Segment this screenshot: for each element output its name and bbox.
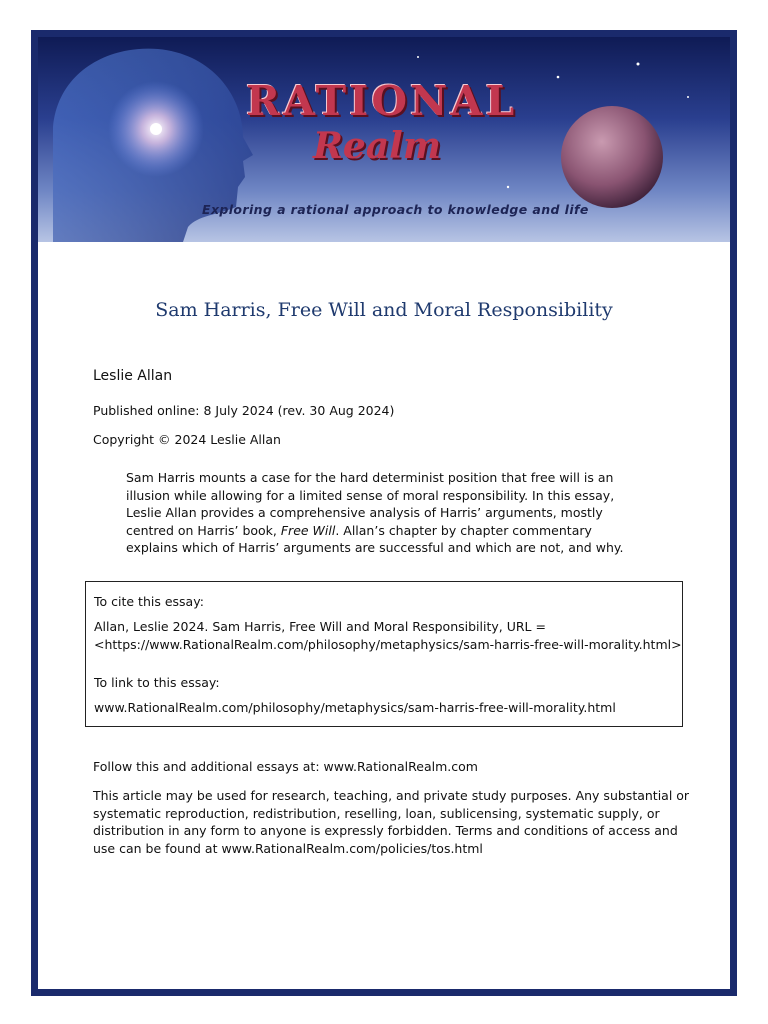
citation-url: <https://www.RationalRealm.com/philosophy/metaphysics/sam-harris-free-will-morality.html> [94,637,682,652]
essay-link[interactable]: www.RationalRealm.com/philosophy/metaphysics/sam-harris-free-will-morality.html [94,700,616,715]
abstract-text-start: Sam Harris mounts a case for the hard determinist position that free will is an illusion while allowing for a limited sense of moral responsibility. In this essay, Leslie Allan provides a comprehensive analysis of Harris’ arguments, mostly centred on Harris’ book, [126,470,615,538]
follow-text: Follow this and additional essays at: www.RationalRealm.com [93,759,478,774]
document-title: Sam Harris, Free Will and Moral Responsibility [155,299,613,321]
citation-text: Allan, Leslie 2024. Sam Harris, Free Will and Moral Responsibility, URL = [94,619,546,634]
abstract [126,469,646,557]
terms-text: This article may be used for research, teaching, and private study purposes. Any substantial or systematic reproduction, redistribution, reselling, loan, sublicensing, systematic supply, or distribution in any form to anyone is expressly forbidden. Terms and conditions of access and use can be found at www.RationalRealm.com/policies/tos.html [93,788,690,856]
abstract-text-end: . Allan’s chapter by chapter commentary explains which of Harris’ arguments are successful and which are not, and why. [126,522,624,555]
logo-title: RATIONAL [246,77,518,125]
copyright-notice: Copyright © 2024 Leslie Allan [93,432,281,447]
banner-tagline: Exploring a rational approach to knowledge and life [202,202,589,217]
page-frame [31,30,737,996]
published-date: Published online: 8 July 2024 (rev. 30 Aug 2024) [93,403,395,418]
logo-subtitle: Realm [313,125,441,167]
planet-icon [561,106,663,208]
link-heading: To link to this essay: [94,675,220,690]
author-name: Leslie Allan [93,368,173,384]
cite-heading: To cite this essay: [94,594,204,609]
book-title: Free Will [280,522,336,538]
citation-box [85,581,683,727]
header-banner [38,37,730,242]
